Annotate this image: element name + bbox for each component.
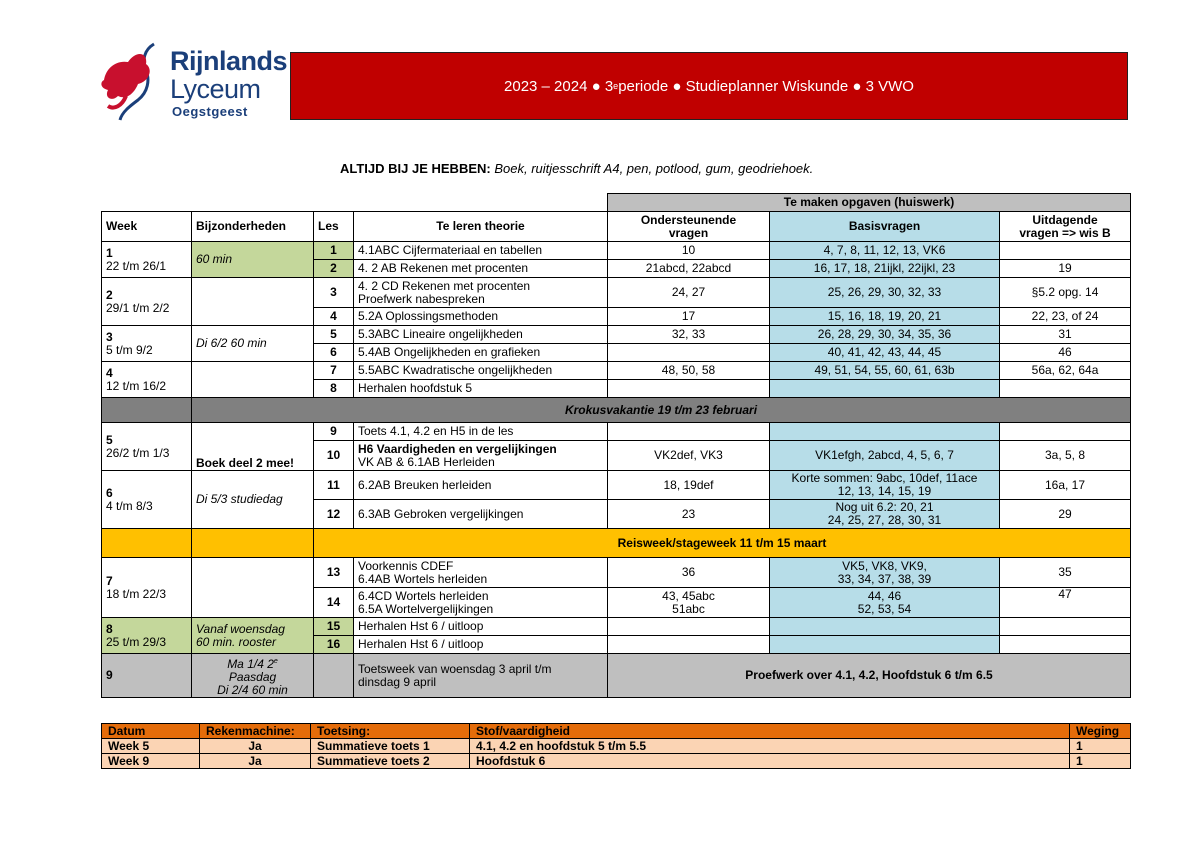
week-cell <box>102 423 192 471</box>
lesson-ondersteunend: 21abcd, 22abcd <box>608 260 770 278</box>
banner-title-suffix: periode ● Studieplanner Wiskunde ● 3 VWO <box>618 77 914 95</box>
lesson-number: 4 <box>314 308 354 326</box>
logo-text-oegstgeest: Oegstgeest <box>172 104 248 119</box>
table-row <box>102 754 1131 769</box>
lesson-number: 11 <box>314 471 354 500</box>
lesson-basis <box>770 558 1000 588</box>
lesson-ondersteunend <box>608 344 770 362</box>
lesson-uitdagend: §5.2 opg. 14 <box>1000 278 1131 308</box>
header-ondersteunend-line1: Ondersteunende <box>640 212 737 227</box>
lesson-number: 3 <box>314 278 354 308</box>
table-row <box>102 278 1131 308</box>
lesson-basis: 26, 28, 29, 30, 34, 35, 36 <box>770 326 1000 344</box>
lesson-uitdagend <box>1000 423 1131 441</box>
lesson-basis <box>770 618 1000 636</box>
tests-header-toetsing: Toetsing: <box>311 724 470 739</box>
test-toetsing: Summatieve toets 2 <box>311 754 470 769</box>
lesson-theory <box>354 278 608 308</box>
lesson-theory-line2: Proefwerk nabespreken <box>358 291 485 306</box>
holiday-empty-cell <box>102 529 192 558</box>
week-dates: 5 t/m 9/2 <box>106 342 153 357</box>
lesson-theory: 5.5ABC Kwadratische ongelijkheden <box>354 362 608 380</box>
lesson-number: 13 <box>314 558 354 588</box>
week-number: 6 <box>106 485 113 500</box>
lesson-number: 15 <box>314 618 354 636</box>
lesson-uitdagend: 35 <box>1000 558 1131 588</box>
banner-title-sup: e <box>613 81 619 91</box>
lesson-ondersteunend <box>608 380 770 398</box>
test-rekenmachine: Ja <box>200 754 311 769</box>
test-weging: 1 <box>1070 754 1131 769</box>
header-week: Week <box>102 212 192 242</box>
title-banner <box>290 52 1128 120</box>
lesson-uitdagend <box>1000 618 1131 636</box>
lesson-basis: 4, 7, 8, 11, 12, 13, VK6 <box>770 242 1000 260</box>
header-uitdagend-line2: vragen => wis B <box>1019 225 1111 240</box>
week-cell <box>102 242 192 278</box>
table-row <box>102 362 1131 380</box>
lesson-theory: 4. 2 AB Rekenen met procenten <box>354 260 608 278</box>
week-note-line1: Ma 1/4 2e <box>227 656 278 671</box>
lesson-ondersteunend: 48, 50, 58 <box>608 362 770 380</box>
lesson-number: 12 <box>314 500 354 529</box>
lesson-basis-line1: Korte sommen: 9abc, 10def, 11ace <box>791 471 978 485</box>
header-uitdagend-line1: Uitdagende <box>1032 212 1098 227</box>
week-number: 7 <box>106 573 113 588</box>
table-row <box>102 618 1131 636</box>
lesson-number: 7 <box>314 362 354 380</box>
week-dates: 26/2 t/m 1/3 <box>106 445 170 460</box>
lesson-theory <box>354 588 608 618</box>
lesson-theory-line1: Voorkennis CDEF <box>358 558 454 573</box>
lesson-basis: 40, 41, 42, 43, 44, 45 <box>770 344 1000 362</box>
empty-header-cell <box>102 194 608 212</box>
holiday-reisweek: Reisweek/stageweek 11 t/m 15 maart <box>314 529 1131 558</box>
week-dates: 12 t/m 16/2 <box>106 378 167 393</box>
test-datum: Week 9 <box>102 754 200 769</box>
week-cell <box>102 278 192 326</box>
holiday-empty-cell <box>102 398 192 423</box>
holiday-row <box>102 398 1131 423</box>
header-basis: Basisvragen <box>770 212 1000 242</box>
lesson-theory: 5.4AB Ongelijkheden en grafieken <box>354 344 608 362</box>
lesson-basis-line2: 52, 53, 54 <box>857 601 912 616</box>
header-les: Les <box>314 212 354 242</box>
lesson-basis: VK1efgh, 2abcd, 4, 5, 6, 7 <box>770 441 1000 471</box>
lesson-uitdagend: 46 <box>1000 344 1131 362</box>
week-note-line1: Vanaf woensdag <box>196 621 285 636</box>
week-number: 1 <box>106 245 113 260</box>
always-bring-items: Boek, ruitjesschrift A4, pen, potlood, gum, geodriehoek. <box>490 161 814 176</box>
week-note <box>192 618 314 654</box>
lesson-ondersteunend <box>608 423 770 441</box>
table-row <box>102 558 1131 588</box>
lesson-theory <box>354 558 608 588</box>
lion-logo-icon <box>96 40 168 122</box>
test-rekenmachine: Ja <box>200 739 311 754</box>
week-note: 60 min <box>192 242 314 278</box>
lesson-uitdagend: 16a, 17 <box>1000 471 1131 500</box>
week-cell <box>102 558 192 618</box>
week-number: 3 <box>106 329 113 344</box>
lesson-ond-line1: 43, 45abc <box>662 588 715 603</box>
lesson-basis-line1: 44, 46 <box>867 588 902 603</box>
header-ondersteunend <box>608 212 770 242</box>
week-note-empty <box>192 278 314 326</box>
lesson-theory-line1: H6 Vaardigheden en vergelijkingen <box>358 441 557 456</box>
tests-table <box>101 723 1131 769</box>
lesson-theory-line2: VK AB & 6.1AB Herleiden <box>358 454 495 469</box>
holiday-krokus: Krokusvakantie 19 t/m 23 februari <box>192 398 1131 423</box>
lesson-basis <box>770 380 1000 398</box>
lesson-basis: 25, 26, 29, 30, 32, 33 <box>770 278 1000 308</box>
holiday-row <box>102 529 1131 558</box>
lesson-ondersteunend: 10 <box>608 242 770 260</box>
lesson-number: 14 <box>314 588 354 618</box>
table-row <box>102 423 1131 441</box>
week-cell <box>102 618 192 654</box>
week-dates: 25 t/m 29/3 <box>106 634 167 649</box>
lesson-basis-line1: Nog uit 6.2: 20, 21 <box>835 500 934 514</box>
lesson-basis-line1: VK5, VK8, VK9, <box>842 558 927 573</box>
week-note-line3: Di 2/4 60 min <box>217 682 288 697</box>
week-note-line2: 60 min. rooster <box>196 634 277 649</box>
table-row <box>102 242 1131 260</box>
week-number: 2 <box>106 287 113 302</box>
lesson-theory: Toets 4.1, 4.2 en H5 in de les <box>354 423 608 441</box>
lesson-theory: 6.2AB Breuken herleiden <box>354 471 608 500</box>
lesson-theory: Herhalen Hst 6 / uitloop <box>354 618 608 636</box>
week-note-empty <box>192 558 314 618</box>
week-number: 8 <box>106 621 113 636</box>
test-weging: 1 <box>1070 739 1131 754</box>
week-note-empty <box>192 362 314 398</box>
lesson-number-empty <box>314 654 354 698</box>
header-ondersteunend-line2: vragen <box>668 225 709 240</box>
lesson-ondersteunend <box>608 636 770 654</box>
logo-text-rijnlands: Rijnlands <box>170 46 288 76</box>
lesson-uitdagend: 22, 23, of 24 <box>1000 308 1131 326</box>
test-stof: 4.1, 4.2 en hoofdstuk 5 t/m 5.5 <box>470 739 1070 754</box>
always-bring-line <box>340 161 813 176</box>
lesson-number: 9 <box>314 423 354 441</box>
homework-header-row <box>102 194 1131 212</box>
week-dates: 22 t/m 26/1 <box>106 258 167 273</box>
table-row <box>102 326 1131 344</box>
week-number: 4 <box>106 365 113 380</box>
lesson-ondersteunend <box>608 588 770 618</box>
lesson-uitdagend: 47 <box>1000 588 1131 618</box>
lesson-ondersteunend: 18, 19def <box>608 471 770 500</box>
week-note <box>192 654 314 698</box>
lesson-uitdagend: 29 <box>1000 500 1131 529</box>
lesson-theory: 4.1ABC Cijfermateriaal en tabellen <box>354 242 608 260</box>
header-uitdagend <box>1000 212 1131 242</box>
lesson-basis: 15, 16, 18, 19, 20, 21 <box>770 308 1000 326</box>
test-stof: Hoofdstuk 6 <box>470 754 1070 769</box>
week-number: 5 <box>106 432 113 447</box>
school-logo <box>96 40 286 122</box>
lesson-uitdagend <box>1000 636 1131 654</box>
lesson-basis <box>770 588 1000 618</box>
lesson-basis <box>770 423 1000 441</box>
lesson-ond-line2: 51abc <box>672 601 705 616</box>
lesson-basis: 49, 51, 54, 55, 60, 61, 63b <box>770 362 1000 380</box>
lesson-theory: Herhalen hoofdstuk 5 <box>354 380 608 398</box>
lesson-theory: 5.2A Oplossingsmethoden <box>354 308 608 326</box>
lesson-ondersteunend <box>608 618 770 636</box>
lesson-theory: 6.3AB Gebroken vergelijkingen <box>354 500 608 529</box>
lesson-theory <box>354 441 608 471</box>
week-cell <box>102 326 192 362</box>
always-bring-label: ALTIJD BIJ JE HEBBEN: <box>340 161 491 176</box>
column-header-row <box>102 212 1131 242</box>
study-planner-table <box>101 193 1131 698</box>
lesson-theory-line1: 6.4CD Wortels herleiden <box>358 588 489 603</box>
lesson-number: 6 <box>314 344 354 362</box>
lesson-basis: 16, 17, 18, 21ijkl, 22ijkl, 23 <box>770 260 1000 278</box>
lesson-basis <box>770 636 1000 654</box>
tests-header-datum: Datum <box>102 724 200 739</box>
lesson-basis-line2: 33, 34, 37, 38, 39 <box>837 571 932 586</box>
week-dates: 29/1 t/m 2/2 <box>106 300 170 315</box>
lesson-theory-line2: 6.5A Wortelvergelijkingen <box>358 601 494 616</box>
lesson-ondersteunend: 17 <box>608 308 770 326</box>
lesson-basis <box>770 471 1000 500</box>
homework-header: Te maken opgaven (huiswerk) <box>608 194 1131 212</box>
banner-title-prefix: 2023 – 2024 ● 3 <box>504 77 614 95</box>
lesson-basis-line2: 12, 13, 14, 15, 19 <box>837 484 932 498</box>
lesson-ondersteunend: 36 <box>608 558 770 588</box>
week-cell <box>102 362 192 398</box>
lesson-number: 10 <box>314 441 354 471</box>
lesson-basis-line2: 24, 25, 27, 28, 30, 31 <box>827 513 942 527</box>
header-theorie: Te leren theorie <box>354 212 608 242</box>
proefwerk-cell: Proefwerk over 4.1, 4.2, Hoofdstuk 6 t/m 6.5 <box>608 654 1131 698</box>
table-row <box>102 654 1131 698</box>
lesson-uitdagend <box>1000 242 1131 260</box>
lesson-ondersteunend: 32, 33 <box>608 326 770 344</box>
lesson-theory: Herhalen Hst 6 / uitloop <box>354 636 608 654</box>
tests-header-rekenmachine: Rekenmachine: <box>200 724 311 739</box>
lesson-theory-line1: 4. 2 CD Rekenen met procenten <box>358 278 531 293</box>
table-row <box>102 739 1131 754</box>
lesson-uitdagend: 56a, 62, 64a <box>1000 362 1131 380</box>
lesson-number: 5 <box>314 326 354 344</box>
test-toetsing: Summatieve toets 1 <box>311 739 470 754</box>
week-note: Di 5/3 studiedag <box>192 471 314 529</box>
tests-header-weging: Weging <box>1070 724 1131 739</box>
week-dates: 4 t/m 8/3 <box>106 498 153 513</box>
lesson-theory: 5.3ABC Lineaire ongelijkheden <box>354 326 608 344</box>
week-dates: 18 t/m 22/3 <box>106 586 167 601</box>
week-note: Di 6/2 60 min <box>192 326 314 362</box>
lesson-number: 1 <box>314 242 354 260</box>
lesson-uitdagend: 19 <box>1000 260 1131 278</box>
lesson-theory-line2: dinsdag 9 april <box>358 674 437 689</box>
week-cell <box>102 471 192 529</box>
table-row <box>102 471 1131 500</box>
lesson-theory-line1: Toetsweek van woensdag 3 april t/m <box>358 661 552 676</box>
holiday-empty-cell <box>192 529 314 558</box>
lesson-basis <box>770 500 1000 529</box>
lesson-uitdagend <box>1000 380 1131 398</box>
lesson-uitdagend: 3a, 5, 8 <box>1000 441 1131 471</box>
lesson-theory <box>354 654 608 698</box>
header-bijzonderheden: Bijzonderheden <box>192 212 314 242</box>
tests-header-stof: Stof/vaardigheid <box>470 724 1070 739</box>
week-note-line2: Paasdag <box>228 669 277 684</box>
lesson-ondersteunend: 23 <box>608 500 770 529</box>
week-cell: 9 <box>102 654 192 698</box>
test-datum: Week 5 <box>102 739 200 754</box>
tests-header-row <box>102 724 1131 739</box>
lesson-number: 16 <box>314 636 354 654</box>
lesson-ondersteunend: 24, 27 <box>608 278 770 308</box>
logo-text-lyceum: Lyceum <box>170 74 261 104</box>
week-note: Boek deel 2 mee! <box>192 423 314 471</box>
lesson-number: 8 <box>314 380 354 398</box>
lesson-uitdagend: 31 <box>1000 326 1131 344</box>
lesson-number: 2 <box>314 260 354 278</box>
lesson-theory-line2: 6.4AB Wortels herleiden <box>358 571 488 586</box>
lesson-ondersteunend: VK2def, VK3 <box>608 441 770 471</box>
